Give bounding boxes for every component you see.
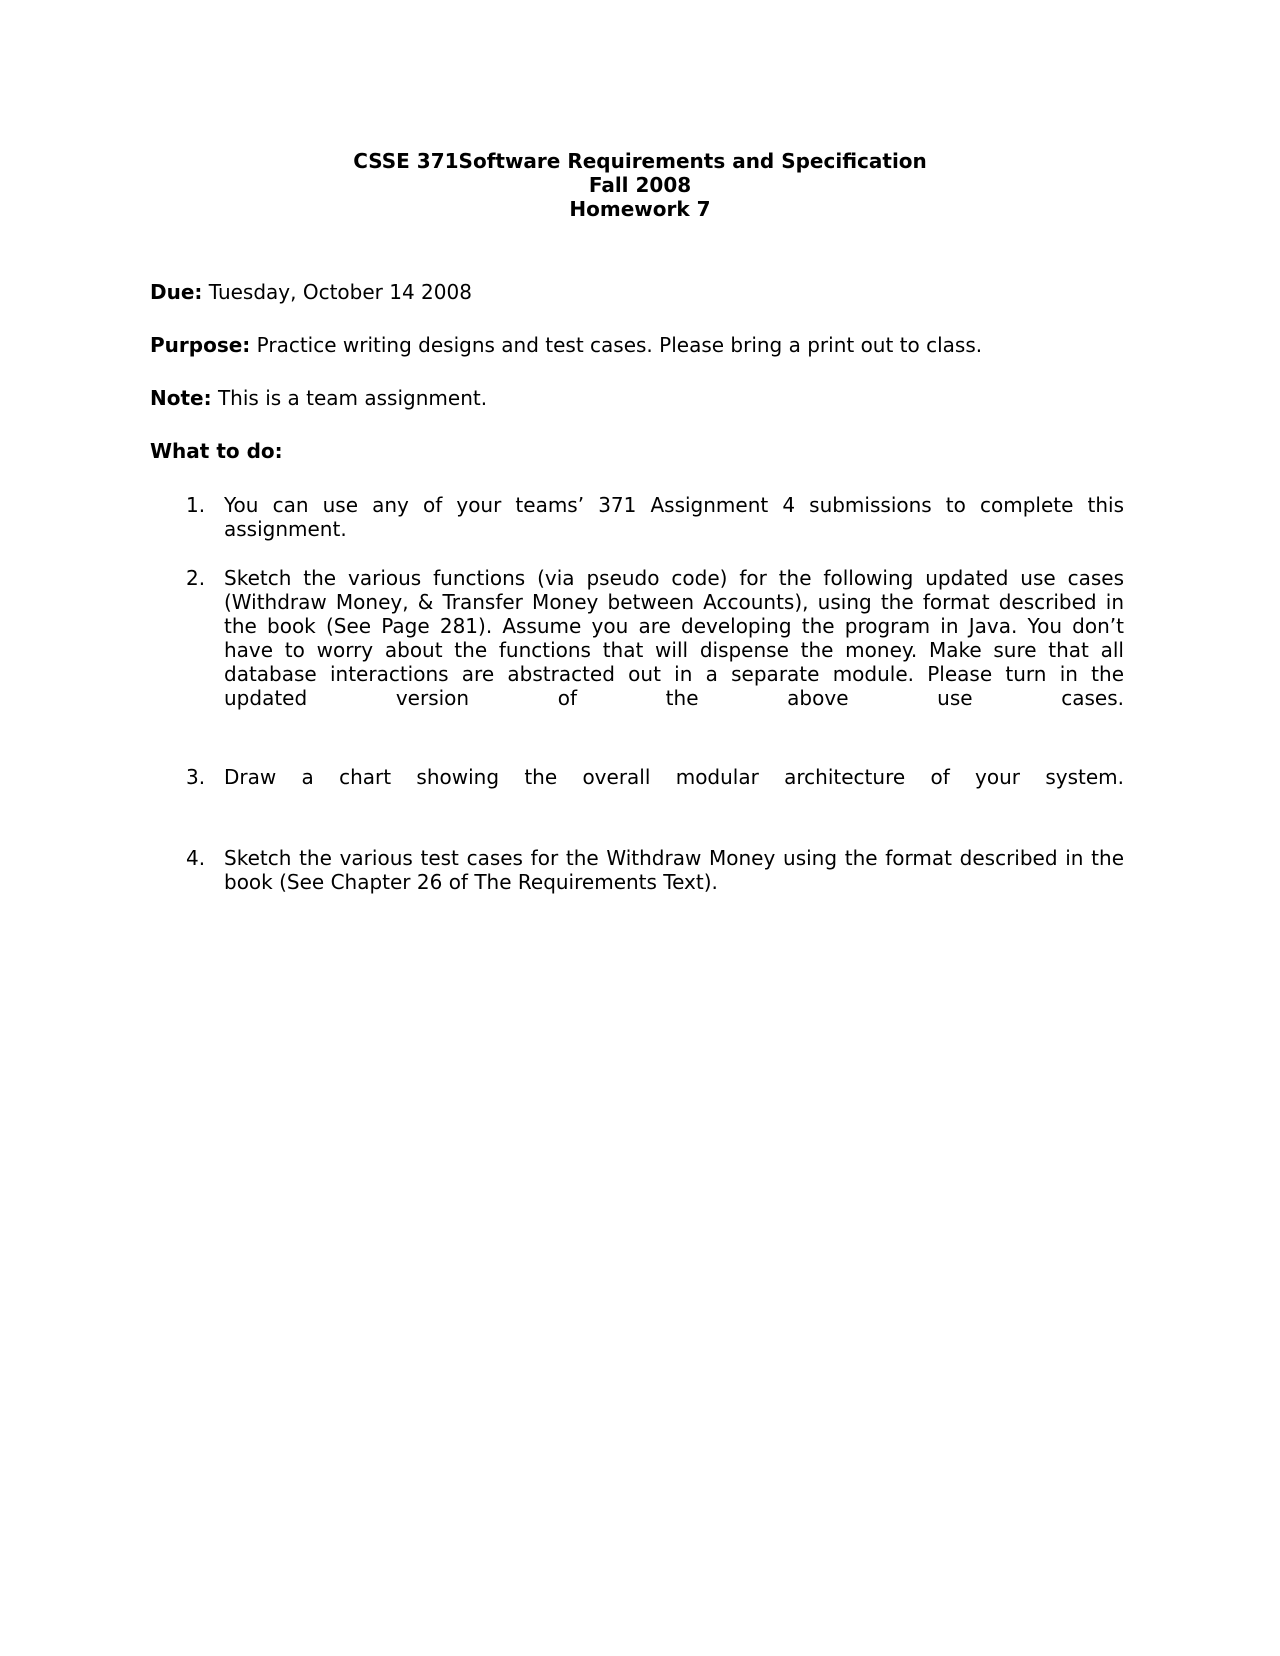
due-value: Tuesday, October 14 2008 — [208, 280, 472, 304]
list-item-number: 4. — [186, 846, 206, 870]
purpose-value: Practice writing designs and test cases. Please bring a print out to class. — [256, 333, 983, 357]
course-title: CSSE 371Software Requirements and Specification — [353, 149, 927, 173]
note-value: This is a team assignment. — [217, 386, 488, 410]
purpose-field — [150, 333, 982, 357]
due-label: Due: — [150, 280, 203, 304]
list-item-number: 2. — [186, 566, 206, 590]
term-title: Fall 2008 — [588, 173, 692, 197]
list-item-text: Sketch the various functions (via pseudo code) for the following updated use cases (Withdraw Money, & Transfer Money between Accounts), using the format described in the book (See Page 281). Assume you are developing the program in Java. You don’t have to worry about the functions that will dispense the money. Make sure that all database interactions are abstracted out in a separate module. Please turn in the updated version of the above use cases. — [224, 566, 1124, 710]
list-item-text: Sketch the various test cases for the Withdraw Money using the format described in the book (See Chapter 26 of The Requirements Text). — [224, 846, 1124, 894]
assignment-title: Homework 7 — [569, 197, 711, 221]
what-to-do-heading: What to do: — [150, 439, 283, 463]
list-item-text: Draw a chart showing the overall modular architecture of your system. — [224, 765, 1124, 789]
note-field — [150, 386, 487, 410]
purpose-label: Purpose: — [150, 333, 251, 357]
list-item-text: You can use any of your teams’ 371 Assignment 4 submissions to complete this assignment. — [224, 493, 1124, 541]
due-field — [150, 280, 472, 304]
list-item-number: 1. — [186, 493, 206, 517]
note-label: Note: — [150, 386, 212, 410]
list-item-number: 3. — [186, 765, 206, 789]
document-title-block — [0, 149, 1280, 221]
